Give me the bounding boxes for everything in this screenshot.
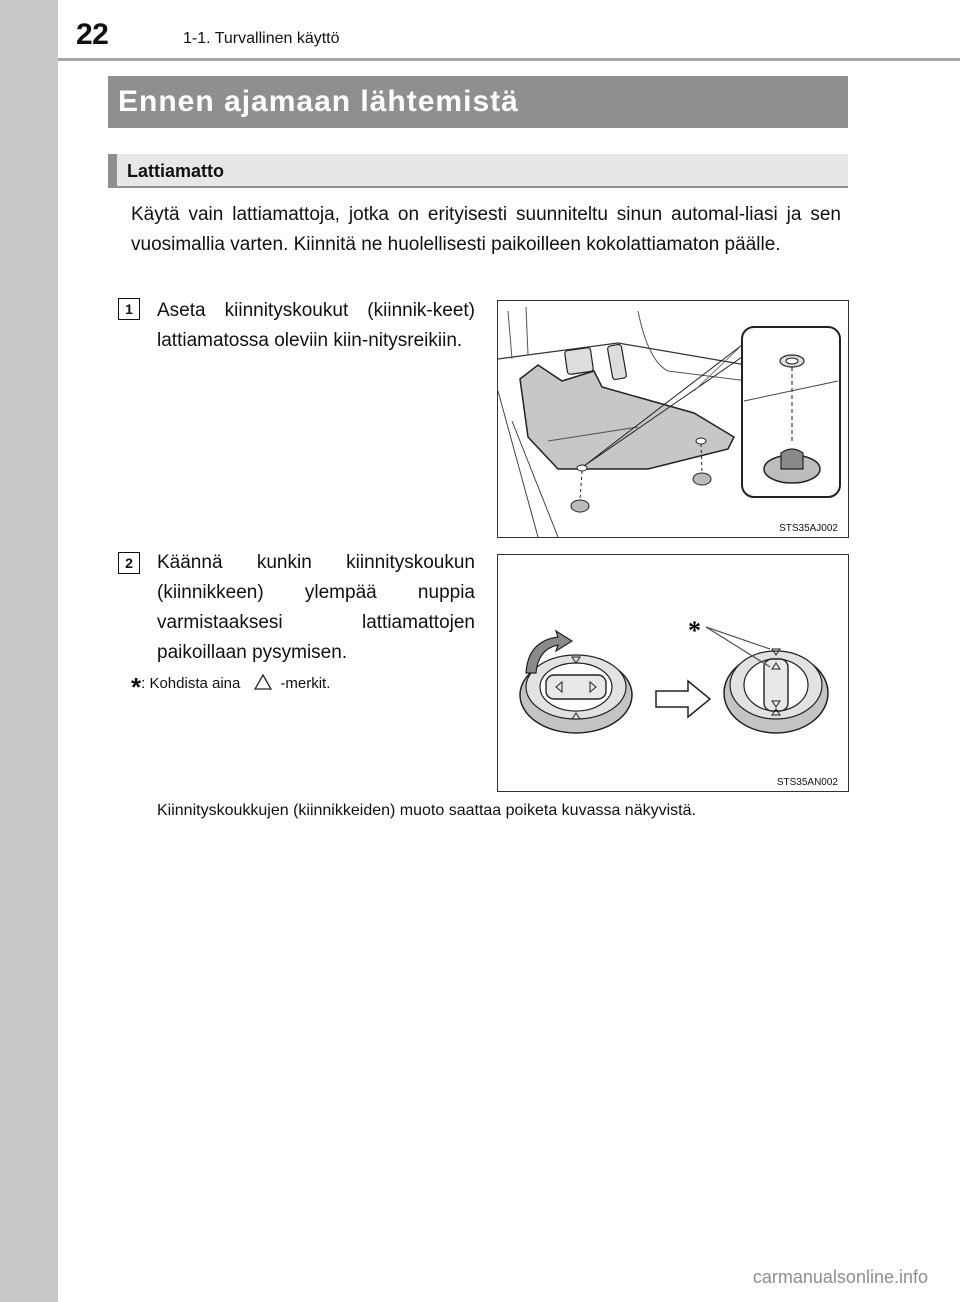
subsection-title: Lattiamatto — [127, 161, 225, 181]
running-head: 1-1. Turvallinen käyttö — [183, 30, 340, 47]
step-2-text: Käännä kunkin kiinnityskoukun (kiinnikkeen) ylempää nuppia varmistaaksesi lattiamattojen paikoillaan pysymisen. — [157, 552, 475, 663]
alignment-note — [131, 672, 330, 703]
header-rule — [58, 58, 960, 61]
triangle-mark-icon — [254, 674, 272, 690]
watermark: carmanualsonline.info — [752, 1267, 928, 1287]
note-star: * — [131, 672, 142, 702]
note-suffix: -merkit. — [280, 675, 331, 692]
figure-floor-mat-hooks — [497, 300, 849, 538]
figure-code-1: STS35AJ002 — [779, 523, 838, 534]
floor-mat-illustration — [498, 301, 848, 537]
side-band — [0, 0, 58, 1302]
subsection-heading-bar — [108, 154, 848, 188]
step-1-text: Aseta kiinnityskoukut (kiinnik-keet) lattiamatossa oleviin kiin-nitysreikiin. — [157, 300, 475, 351]
step-number-2: 2 — [118, 552, 140, 574]
page-title: Ennen ajamaan lähtemistä — [118, 85, 519, 118]
hook-rotation-illustration — [498, 555, 848, 791]
intro-paragraph: Käytä vain lattiamattoja, jotka on erityisesti suunniteltu sinun automal-liasi ja sen vuosimallia varten. Kiinnitä ne huolellisesti paikoilleen kokolattiamaton päälle. — [131, 204, 841, 255]
footnote: Kiinnityskoukkujen (kiinnikkeiden) muoto saattaa poiketa kuvassa näkyvistä. — [157, 802, 696, 819]
figure-star-marker: * — [688, 616, 701, 645]
section-title-bar — [108, 76, 848, 128]
step-number-1: 1 — [118, 298, 140, 320]
figure-code-2: STS35AN002 — [776, 777, 838, 788]
note-prefix: : Kohdista aina — [141, 675, 241, 692]
figure-hook-rotation — [497, 554, 849, 792]
page-number: 22 — [76, 18, 109, 51]
